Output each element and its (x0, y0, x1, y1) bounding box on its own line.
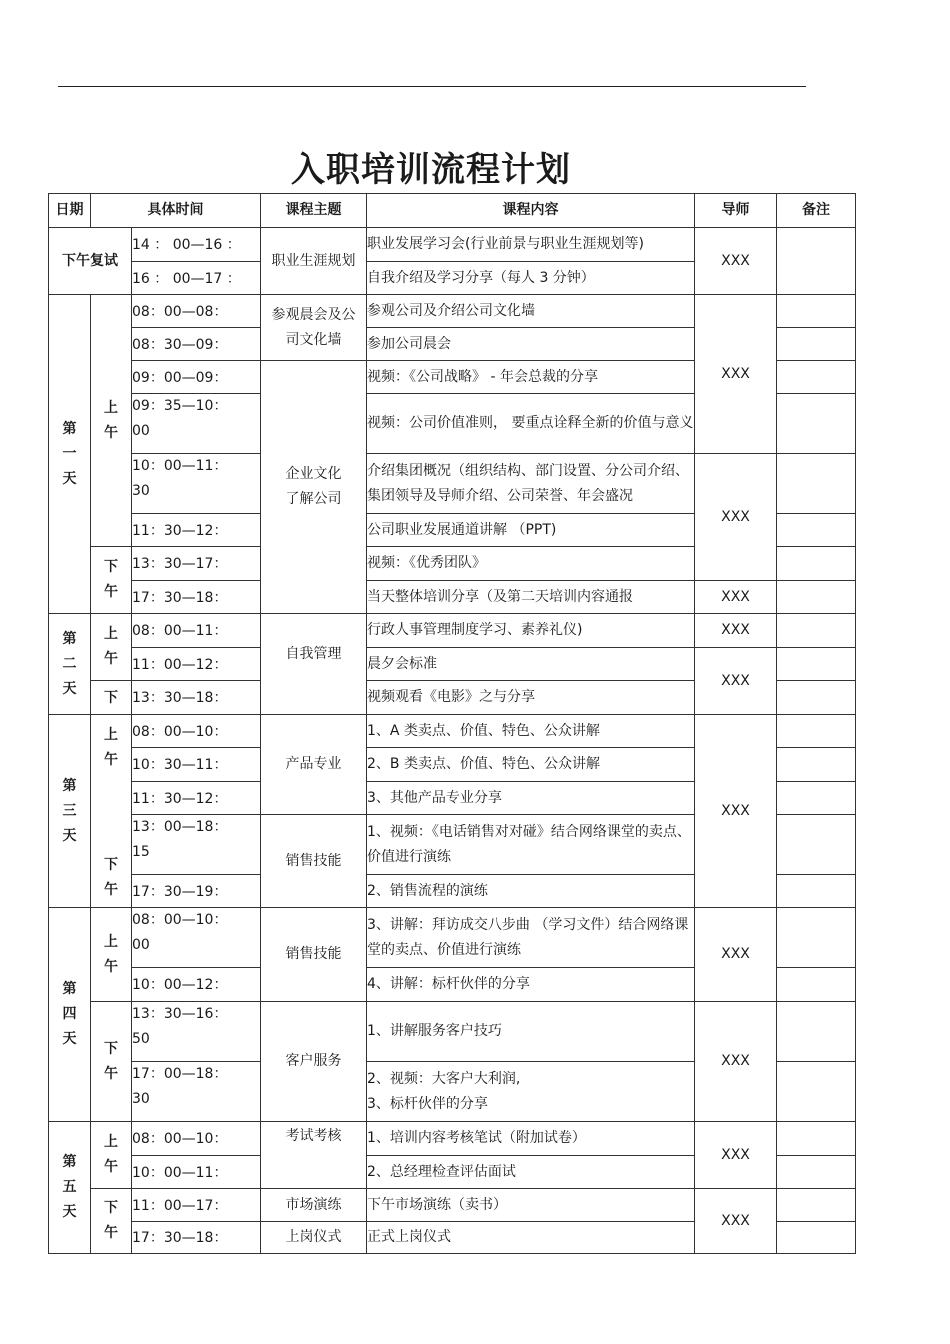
period-label: 上 午 (91, 295, 132, 547)
tutor-cell: XXX (695, 1002, 777, 1122)
remark-cell (777, 547, 856, 581)
topic-cell: 企业文化 了解公司 (261, 361, 367, 614)
remark-cell (777, 1002, 856, 1062)
remark-cell (777, 875, 856, 908)
content-cell: 参加公司晨会 (367, 328, 695, 361)
content-cell: 2、总经理检查评估面试 (367, 1156, 695, 1189)
remark-cell (777, 228, 856, 295)
remark-cell (777, 361, 856, 394)
day-label: 第 二 天 (49, 614, 91, 715)
table-header-row (49, 194, 856, 228)
period-label: 下 午 (91, 547, 132, 614)
time-cell: 14 ： 00—16 ： (132, 228, 261, 262)
topic-cell: 产品专业 (261, 715, 367, 815)
content-cell: 2、视频：大客户大利润, 3、标杆伙伴的分享 (367, 1062, 695, 1122)
time-cell: 13：30—18： (132, 681, 261, 715)
time-cell: 11：00—12： (132, 648, 261, 681)
time-cell: 08：00—08： (132, 295, 261, 328)
remark-cell (777, 748, 856, 782)
time-cell: 13：00—18： 15 (132, 815, 261, 875)
content-cell: 正式上岗仪式 (367, 1222, 695, 1254)
remark-cell (777, 1156, 856, 1189)
remark-cell (777, 681, 856, 715)
content-cell: 视频：《优秀团队》 (367, 547, 695, 581)
time-cell: 10：00—11： 30 (132, 454, 261, 514)
header-date: 日期 (49, 194, 91, 228)
time-cell: 11：30—12： (132, 514, 261, 547)
content-cell: 1、视频：《电话销售对对碰》结合网络课堂的卖点、价值进行演练 (367, 815, 695, 875)
content-cell: 2、销售流程的演练 (367, 875, 695, 908)
time-cell: 13：30—17： (132, 547, 261, 581)
content-cell: 2、B 类卖点、价值、特色、公众讲解 (367, 748, 695, 782)
content-cell: 晨夕会标准 (367, 648, 695, 681)
table-row (49, 1189, 856, 1222)
content-cell: 介绍集团概况（组织结构、部门设置、分公司介绍、集团领导及导师介绍、公司荣誉、年会盛况 (367, 454, 695, 514)
table-row (49, 908, 856, 968)
topic-cell: 市场演练 (261, 1189, 367, 1222)
tutor-cell: XXX (695, 648, 777, 715)
tutor-cell: XXX (695, 908, 777, 1002)
remark-cell (777, 394, 856, 454)
remark-cell (777, 614, 856, 648)
header-tutor: 导师 (695, 194, 777, 228)
period-label: 下 (91, 681, 132, 715)
training-plan-table (48, 193, 856, 1254)
table-row (49, 295, 856, 328)
table-row (49, 228, 856, 262)
remark-cell (777, 514, 856, 547)
remark-cell (777, 968, 856, 1002)
content-cell: 行政人事管理制度学习、素养礼仪) (367, 614, 695, 648)
remark-cell (777, 648, 856, 681)
topic-cell: 职业生涯规划 (261, 228, 367, 295)
tutor-cell: XXX (695, 295, 777, 454)
table-row (49, 715, 856, 748)
table-row (49, 581, 856, 614)
period-label: 上 午 (91, 715, 132, 782)
remark-cell (777, 295, 856, 328)
time-cell: 10：30—11： (132, 748, 261, 782)
remark-cell (777, 908, 856, 968)
day-label: 第 三 天 (49, 715, 91, 908)
content-cell: 参观公司及介绍公司文化墙 (367, 295, 695, 328)
header-remark: 备注 (777, 194, 856, 228)
content-cell: 1、讲解服务客户技巧 (367, 1002, 695, 1062)
period-label: 上 午 (91, 1122, 132, 1189)
tutor-cell: XXX (695, 614, 777, 648)
content-cell: 自我介绍及学习分享（每人 3 分钟） (367, 262, 695, 295)
time-cell: 10：00—12： (132, 968, 261, 1002)
remark-cell (777, 328, 856, 361)
table-row (49, 1002, 856, 1062)
topic-cell: 参观晨会及公 司文化墙 (261, 295, 367, 361)
time-cell: 17：00—18： 30 (132, 1062, 261, 1122)
topic-cell: 客户服务 (261, 1002, 367, 1122)
content-cell: 视频观看《电影》之与分享 (367, 681, 695, 715)
content-cell: 公司职业发展通道讲解 （PPT) (367, 514, 695, 547)
topic-cell: 销售技能 (261, 815, 367, 908)
topic-cell: 销售技能 (261, 908, 367, 1002)
content-cell: 1、培训内容考核笔试（附加试卷） (367, 1122, 695, 1156)
content-cell: 3、讲解：拜访成交八步曲 （学习文件）结合网络课堂的卖点、价值进行演练 (367, 908, 695, 968)
time-cell: 08：00—11： (132, 614, 261, 648)
day-label: 下午复试 (49, 228, 132, 295)
topic-cell: 上岗仪式 (261, 1222, 367, 1254)
tutor-cell: XXX (695, 1189, 777, 1254)
table-row (49, 648, 856, 681)
period-label: 下 午 (91, 1189, 132, 1254)
content-cell: 下午市场演练（卖书） (367, 1189, 695, 1222)
time-cell: 08：00—10： 00 (132, 908, 261, 968)
remark-cell (777, 1189, 856, 1222)
remark-cell (777, 782, 856, 815)
time-cell: 10：00—11： (132, 1156, 261, 1189)
tutor-cell: XXX (695, 228, 777, 295)
tutor-cell: XXX (695, 1122, 777, 1189)
time-cell: 11：00—17： (132, 1189, 261, 1222)
content-cell: 当天整体培训分享（及第二天培训内容通报 (367, 581, 695, 614)
content-cell: 1、A 类卖点、价值、特色、公众讲解 (367, 715, 695, 748)
remark-cell (777, 1122, 856, 1156)
time-cell: 17：30—18： (132, 581, 261, 614)
day-label: 第 四 天 (49, 908, 91, 1122)
topic-cell: 自我管理 (261, 614, 367, 715)
tutor-cell: XXX (695, 581, 777, 614)
content-cell: 3、其他产品专业分享 (367, 782, 695, 815)
tutor-cell: XXX (695, 715, 777, 908)
header-topic: 课程主题 (261, 194, 367, 228)
table-row (49, 614, 856, 648)
table-row (49, 1122, 856, 1156)
time-cell: 16 ： 00—17 ： (132, 262, 261, 295)
time-cell: 11：30—12： (132, 782, 261, 815)
content-cell: 视频：《公司战略》 - 年会总裁的分享 (367, 361, 695, 394)
topic-cell: 考试考核 (261, 1122, 367, 1189)
remark-cell (777, 454, 856, 514)
time-cell: 17：30—18： (132, 1222, 261, 1254)
content-cell: 视频：公司价值准则， 要重点诠释全新的价值与意义 (367, 394, 695, 454)
day-label: 第 五 天 (49, 1122, 91, 1254)
header-content: 课程内容 (367, 194, 695, 228)
content-cell: 4、讲解：标杆伙伴的分享 (367, 968, 695, 1002)
time-cell: 09：00—09： (132, 361, 261, 394)
remark-cell (777, 815, 856, 875)
tutor-cell: XXX (695, 454, 777, 581)
document-title: 入职培训流程计划 (291, 150, 571, 190)
remark-cell (777, 715, 856, 748)
day-label: 第 一 天 (49, 295, 91, 614)
time-cell: 17：30—19： (132, 875, 261, 908)
time-cell: 08：00—10： (132, 715, 261, 748)
content-cell: 职业发展学习会(行业前景与职业生涯规划等) (367, 228, 695, 262)
header-time: 具体时间 (91, 194, 261, 228)
remark-cell (777, 1062, 856, 1122)
time-cell: 08：30—09： (132, 328, 261, 361)
remark-cell (777, 581, 856, 614)
time-cell: 09：35—10： 00 (132, 394, 261, 454)
header-rule (58, 86, 806, 87)
time-cell: 13：30—16： 50 (132, 1002, 261, 1062)
table-row (49, 454, 856, 514)
period-label: 下 午 (91, 782, 132, 908)
time-cell: 08：00—10： (132, 1122, 261, 1156)
period-label: 上 午 (91, 908, 132, 1002)
period-label: 上 午 (91, 614, 132, 681)
period-label: 下 午 (91, 1002, 132, 1122)
remark-cell (777, 1222, 856, 1254)
